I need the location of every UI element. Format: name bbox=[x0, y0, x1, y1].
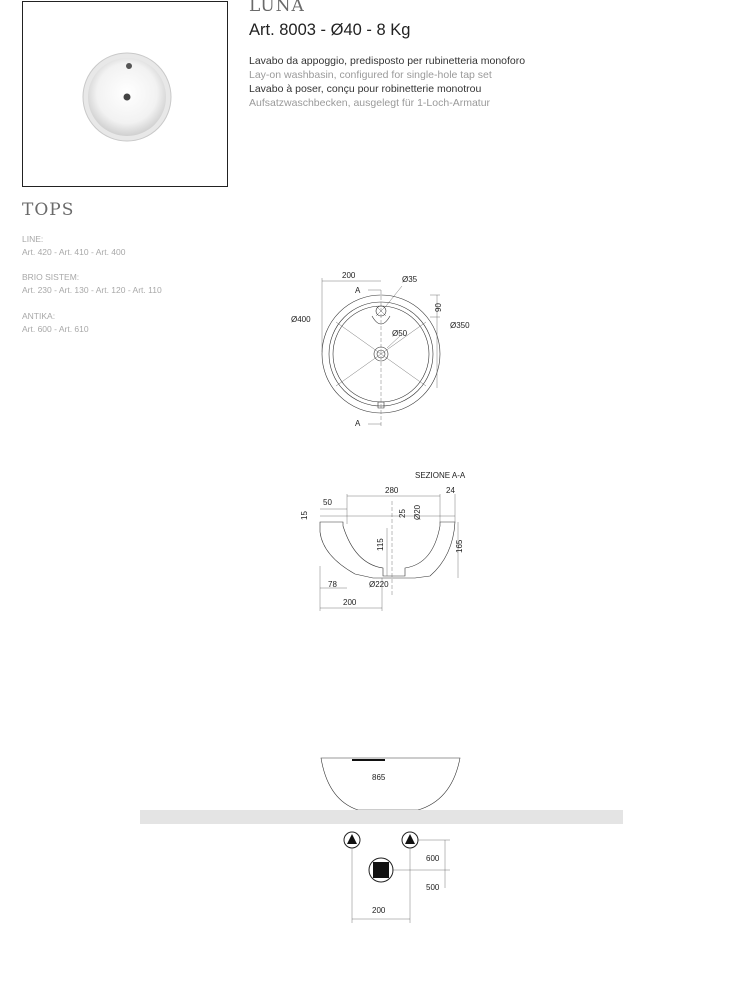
description-en: Lay-on washbasin, configured for single-hole tap set bbox=[249, 69, 492, 81]
plan-dim-width: 200 bbox=[342, 271, 356, 280]
tops-heading: TOPS bbox=[22, 200, 75, 220]
washbasin-photo-icon bbox=[23, 2, 226, 185]
plan-view-drawing bbox=[280, 262, 480, 432]
plan-dim-outer: Ø400 bbox=[291, 315, 311, 324]
install-dim-500: 500 bbox=[426, 883, 440, 892]
tops-line-items: Art. 420 - Art. 410 - Art. 400 bbox=[22, 247, 126, 257]
tops-line-label: LINE: bbox=[22, 234, 44, 244]
section-dim-lip: 50 bbox=[323, 498, 332, 507]
section-dim-depth: 115 bbox=[376, 538, 385, 551]
plan-dim-inner: Ø350 bbox=[450, 321, 470, 330]
description-fr: Lavabo à poser, conçu pour robinetterie monotrou bbox=[249, 83, 482, 95]
section-view-drawing bbox=[295, 466, 480, 616]
section-dim-height: 165 bbox=[455, 539, 464, 553]
install-dim-height: 865 bbox=[372, 773, 386, 782]
tops-antika-items: Art. 600 - Art. 610 bbox=[22, 324, 89, 334]
plan-section-top: A bbox=[355, 286, 361, 295]
description-de: Aufsatzwaschbecken, ausgelegt für 1-Loch-Armatur bbox=[249, 97, 491, 109]
article-number: Art. 8003 - Ø40 - 8 Kg bbox=[249, 21, 411, 39]
section-dim-width: 280 bbox=[385, 486, 399, 495]
install-dim-200: 200 bbox=[372, 906, 386, 915]
tops-brio-items: Art. 230 - Art. 130 - Art. 120 - Art. 110 bbox=[22, 285, 162, 295]
section-title: SEZIONE A-A bbox=[415, 471, 466, 480]
section-dim-top: 15 bbox=[300, 511, 309, 520]
install-view-drawing bbox=[140, 755, 623, 925]
section-dim-25: 25 bbox=[398, 509, 407, 518]
basin-elevation bbox=[321, 758, 460, 810]
install-dim-600: 600 bbox=[426, 854, 440, 863]
basin-section bbox=[320, 522, 455, 578]
description-it: Lavabo da appoggio, predisposto per rubinetteria monoforo bbox=[249, 55, 526, 67]
plan-dim-drain: Ø50 bbox=[392, 329, 408, 338]
plan-section-bottom: A bbox=[355, 419, 361, 428]
tops-brio-label: BRIO SISTEM: bbox=[22, 272, 80, 282]
section-dim-half: 200 bbox=[343, 598, 357, 607]
countertop bbox=[140, 810, 623, 824]
section-dim-base-offset: 78 bbox=[328, 580, 337, 589]
plan-dim-tap-hole: Ø35 bbox=[402, 275, 418, 284]
section-dim-rim: 24 bbox=[446, 486, 455, 495]
product-name: LUNA bbox=[249, 0, 305, 16]
section-dim-base: Ø220 bbox=[369, 580, 389, 589]
plan-dim-tap-offset: 90 bbox=[434, 303, 443, 312]
product-photo bbox=[22, 1, 228, 187]
tops-antika-label: ANTIKA: bbox=[22, 311, 56, 321]
section-dim-drain: Ø20 bbox=[413, 504, 422, 520]
